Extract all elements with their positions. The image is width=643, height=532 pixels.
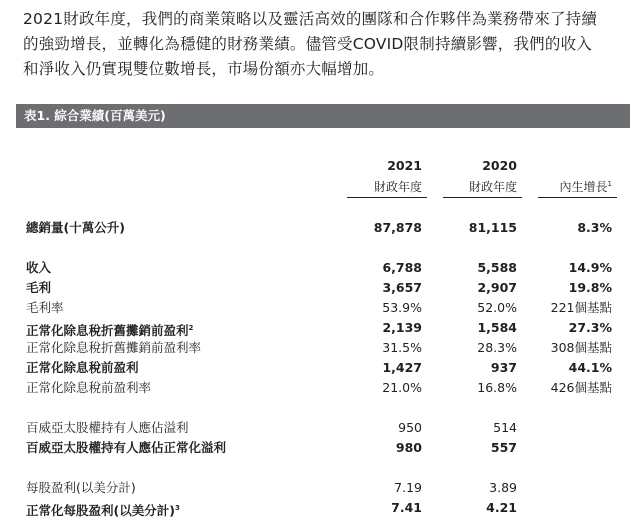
- value-growth: 19.8%: [568, 280, 612, 295]
- row-label: [26, 418, 189, 438]
- col-year-2021: 2021: [387, 158, 422, 173]
- value-growth: 426個基點: [550, 380, 612, 395]
- row-label-text: 每股盈利(以美分計): [26, 480, 136, 495]
- table-row: [0, 218, 643, 238]
- col-sub-growth: [560, 178, 612, 195]
- footnote-marker: 1: [607, 180, 612, 188]
- value-2021: 87,878: [373, 220, 422, 235]
- value-2020: 16.8%: [477, 380, 517, 395]
- row-label-text: 總銷量(十萬公升): [26, 220, 125, 235]
- table-title: 表1. 綜合業績(百萬美元): [24, 108, 166, 123]
- value-2021: 1,427: [382, 360, 422, 375]
- value-2021: 53.9%: [382, 300, 422, 315]
- row-label: [26, 438, 226, 458]
- table-row: [0, 498, 643, 518]
- value-growth: 308個基點: [550, 340, 612, 355]
- table-row: [0, 318, 643, 338]
- col-sub-2021: 財政年度: [373, 180, 422, 194]
- value-growth: 8.3%: [577, 220, 612, 235]
- row-label-text: 正常化每股盈利(以美分計): [26, 503, 175, 518]
- value-2021: 3,657: [382, 280, 422, 295]
- row-label-text: 正常化除息稅前盈利: [26, 360, 139, 375]
- table-row: [0, 438, 643, 458]
- value-2021: 7.19: [394, 480, 422, 495]
- row-label-text: 正常化除息稅折舊攤銷前盈利: [26, 323, 189, 338]
- header-underline: [538, 197, 617, 198]
- intro-line: 2021財政年度，我們的商業策略以及靈活高效的團隊和合作夥伴為業務帶來了持續: [23, 10, 598, 28]
- row-label: [26, 378, 151, 398]
- row-label: [26, 258, 51, 278]
- value-growth: 221個基點: [550, 300, 612, 315]
- value-2021: 6,788: [382, 260, 422, 275]
- row-label: [26, 498, 180, 521]
- row-label: [26, 478, 136, 498]
- table-title-bar: [16, 104, 630, 128]
- value-2020: 52.0%: [477, 300, 517, 315]
- row-label-text: 百威亞太股權持有人應佔正常化溢利: [26, 440, 227, 455]
- table-row: [0, 298, 643, 318]
- value-2020: 3.89: [489, 480, 517, 495]
- value-2020: 937: [490, 360, 517, 375]
- col-sub-growth-label: 內生增長: [559, 180, 608, 194]
- col-year-2020: 2020: [482, 158, 517, 173]
- row-label-text: 毛利率: [26, 300, 64, 315]
- value-2021: 980: [395, 440, 422, 455]
- row-label-text: 百威亞太股權持有人應佔溢利: [26, 420, 189, 435]
- value-2021: 7.41: [391, 500, 422, 515]
- header-underline: [443, 197, 522, 198]
- row-label-text: 收入: [26, 260, 52, 275]
- row-label-text: 毛利: [26, 280, 52, 295]
- value-2020: 5,588: [477, 260, 517, 275]
- value-2021: 2,139: [382, 320, 422, 335]
- table-row: [0, 278, 643, 298]
- row-label: [26, 338, 201, 358]
- row-label: [26, 358, 139, 378]
- value-growth: 14.9%: [568, 260, 612, 275]
- value-2020: 514: [493, 420, 517, 435]
- row-label-text: 正常化除息稅前盈利率: [26, 380, 152, 395]
- intro-line: 和淨收入仍實現雙位數增長，市場份額亦大幅增加。: [23, 60, 385, 78]
- row-label: [26, 298, 64, 318]
- table-row: [0, 378, 643, 398]
- value-2021: 21.0%: [382, 380, 422, 395]
- table-row: [0, 338, 643, 358]
- value-2020: 4.21: [486, 500, 517, 515]
- value-2020: 28.3%: [477, 340, 517, 355]
- row-label: [26, 218, 125, 238]
- row-label-text: 正常化除息稅折舊攤銷前盈利率: [26, 340, 202, 355]
- value-2021: 950: [398, 420, 422, 435]
- col-sub-2020: 財政年度: [468, 180, 517, 194]
- table-row: [0, 418, 643, 438]
- value-2020: 81,115: [468, 220, 517, 235]
- intro-paragraph: [23, 7, 629, 82]
- table-row: [0, 258, 643, 278]
- header-underline: [347, 197, 427, 198]
- intro-line: 的強勁增長，並轉化為穩健的財務業績。儘管受COVID限制持續影響，我們的收入: [23, 35, 592, 53]
- value-2020: 2,907: [477, 280, 517, 295]
- value-growth: 27.3%: [568, 320, 612, 335]
- footnote-marker: 3: [174, 504, 180, 512]
- value-2020: 557: [490, 440, 517, 455]
- value-2021: 31.5%: [382, 340, 422, 355]
- row-label: [26, 278, 51, 298]
- table-row: [0, 358, 643, 378]
- footnote-marker: 2: [188, 324, 194, 332]
- value-2020: 1,584: [477, 320, 517, 335]
- value-growth: 44.1%: [568, 360, 612, 375]
- table-row: [0, 478, 643, 498]
